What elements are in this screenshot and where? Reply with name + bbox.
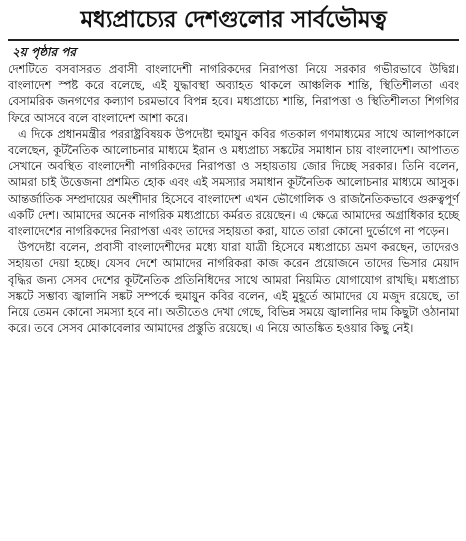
headline: মধ্যপ্রাচ্যের দেশগুলোর সার্বভৌমত্ব	[80, 7, 387, 33]
continuation-note: ২য় পৃষ্ঠার পর	[12, 45, 77, 59]
paragraph: এ দিকে প্রধানমন্ত্রীর পররাষ্ট্রবিষয়ক উপদেষ্টা হুমায়ুন কবির গতকাল গণমাধ্যমের সাথে আলাপকালে বলেছেন, কূটনৈতিক আলোচনার মাধ্যমে ইরান ও মধ্যপ্রাচ্য সঙ্কটের সমাধান চায় বাংলাদেশ। আপাতত সেখানে অবস্থিত বাংলাদেশী নাগরিকদের নিরাপত্তা ও সহায়তায় জোর দিচ্ছে সরকার। তিনি বলেন, আমরা চাই উত্তেজনা প্রশমিত হোক এবং এই সমস্যার সমাধান কূটনৈতিক আলোচনার মাধ্যমে আসুক। আন্তর্জাতিক সম্প্রদায়ের অংশীদার হিসেবে বাংলাদেশ এখন ভৌগোলিক ও রাজনৈতিকভাবে গুরুত্বপূর্ণ একটি দেশ। আমাদের অনেক নাগরিক মধ্যপ্রাচ্যে কর্মরত রয়েছেন। এ ক্ষেত্রে আমাদের অগ্রাধিকার হচ্ছে বাংলাদেশের নাগরিকদের নিরাপত্তা এবং তাদের সহায়তা করা, যাতে তারা কোনো দুর্ভোগে না পড়েন।	[8, 127, 460, 239]
paragraph: উপদেষ্টা বলেন, প্রবাসী বাংলাদেশীদের মধ্যে যারা যাত্রী হিসেবে মধ্যপ্রাচ্যে ভ্রমণ করছেন, তাদেরও সহায়তা দেয়া হচ্ছে। যেসব দেশে আমাদের নাগরিকরা কাজ করেন প্রয়োজনে তাদের ভিসার মেয়াদ বৃদ্ধির জন্য সেসব দেশের কূটনৈতিক প্রতিনিধিদের সাথে আমরা নিয়মিত যোগাযোগ রাখছি। মধ্যপ্রাচ্য সঙ্কটে সম্ভাব্য জ্বালানি সঙ্কট সম্পর্কে হুমায়ুন কবির বলেন, এই মুহূর্তে আমাদের যে মজুদ রয়েছে, তা নিয়ে তেমন কোনো সমস্যা হবে না। অতীতেও দেখা গেছে, বিভিন্ন সময়ে জ্বালানির দাম কিছুটা ওঠানামা করে। তবে সেসব মোকাবেলার আমাদের প্রস্তুতি রয়েছে। এ নিয়ে আতঙ্কিত হওয়ার কিছু নেই।	[8, 241, 459, 336]
paragraph: দেশটিতে বসবাসরত প্রবাসী বাংলাদেশী নাগরিকদের নিরাপত্তা নিয়ে সরকার গভীরভাবে উদ্বিগ্ন। বাংলাদেশ স্পষ্ট করে বলেছে, এই যুদ্ধাবস্থা অব্যাহত থাকলে আঞ্চলিক শান্তি, স্থিতিশীলতা এবং বেসামরিক জনগণের কল্যাণ চরমভাবে বিপন্ন হবে। মধ্যপ্রাচ্যে শান্তি, নিরাপত্তা ও স্থিতিশীলতা শিগগির ফিরে আসবে বলে বাংলাদেশ আশা করে।	[8, 63, 459, 125]
article-body	[8, 62, 459, 337]
headline-divider	[8, 39, 459, 41]
